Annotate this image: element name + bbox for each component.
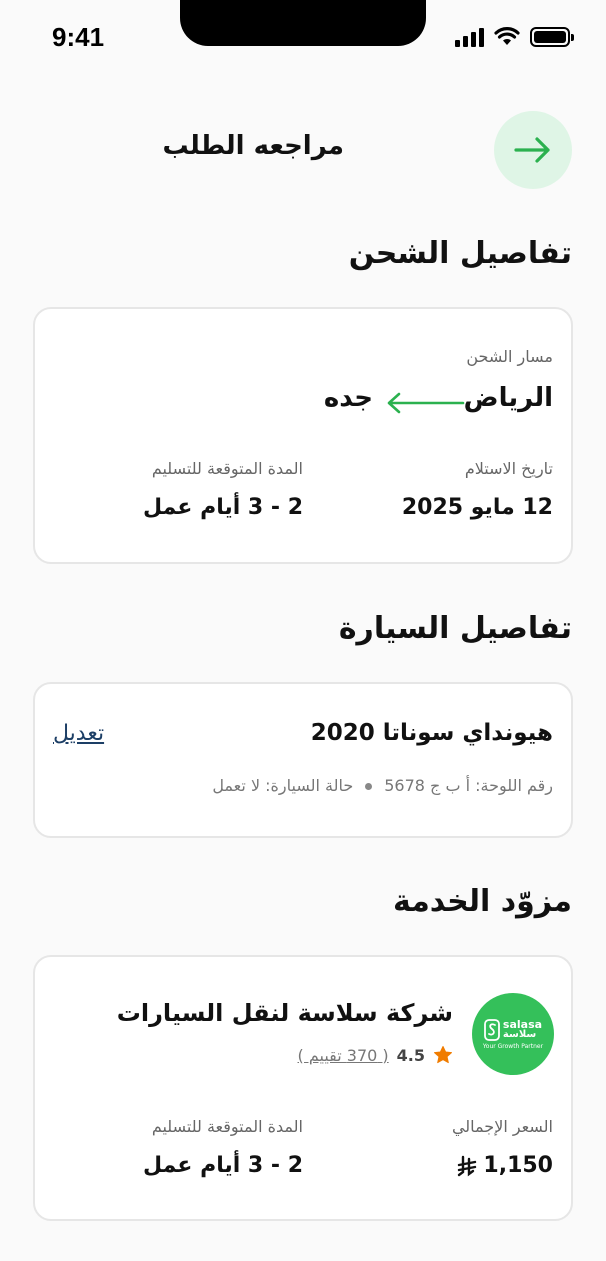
price <box>457 1153 553 1178</box>
price-value: 1,150 <box>483 1153 553 1178</box>
provider-section-title: مزوّد الخدمة <box>393 884 572 919</box>
car-name: هيونداي سوناتا 2020 <box>310 720 553 746</box>
provider-card <box>33 955 573 1221</box>
rating-value: 4.5 <box>396 1045 425 1065</box>
salasa-logo-icon <box>484 1019 500 1041</box>
device-notch <box>180 0 426 46</box>
pickup-date-label: تاريخ الاستلام <box>464 459 553 478</box>
reviews-count[interactable]: ( 370 تقييم ) <box>297 1045 389 1065</box>
provider-rating <box>298 1045 453 1065</box>
logo-text-en: salasa <box>502 1018 543 1031</box>
pickup-date-value: 12 مايو 2025 <box>401 495 553 520</box>
status-time: 9:41 <box>52 22 105 52</box>
back-button[interactable] <box>494 111 572 189</box>
route-to-city: جده <box>323 383 373 413</box>
shipping-card <box>33 307 573 564</box>
shipping-section-title: تفاصيل الشحن <box>348 236 572 271</box>
riyal-icon <box>457 1155 477 1177</box>
arrow-left-icon <box>385 391 467 415</box>
provider-duration-label: المدة المتوقعة للتسليم <box>151 1117 303 1136</box>
route-from-city: الرياض <box>463 383 553 413</box>
provider-duration-value: 2 - 3 أيام عمل <box>143 1153 303 1178</box>
provider-name: شركة سلاسة لنقل السيارات <box>116 999 453 1027</box>
car-meta <box>212 776 553 795</box>
separator-dot <box>365 783 372 790</box>
logo-tagline: Your Growth Partner <box>482 1042 544 1050</box>
arrow-right-icon <box>513 136 553 164</box>
wifi-icon <box>494 27 520 47</box>
car-section-title: تفاصيل السيارة <box>338 611 572 646</box>
car-card <box>33 682 573 838</box>
car-plate: رقم اللوحة: أ ب ج 5678 <box>384 776 553 795</box>
battery-icon <box>530 27 570 47</box>
edit-car-link[interactable]: تعديل <box>53 721 105 746</box>
signal-icon <box>455 27 484 47</box>
page-title: مراجعه الطلب <box>162 131 344 161</box>
route-label: مسار الشحن <box>466 347 553 366</box>
price-label: السعر الإجمالي <box>451 1117 553 1136</box>
status-bar <box>0 0 606 80</box>
star-icon <box>433 1045 453 1065</box>
car-status: حالة السيارة: لا تعمل <box>212 776 354 795</box>
logo-text-ar: سلاسة <box>502 1029 537 1040</box>
delivery-duration-value: 2 - 3 أيام عمل <box>143 495 303 520</box>
delivery-duration-label: المدة المتوقعة للتسليم <box>151 459 303 478</box>
status-icons <box>455 27 570 47</box>
provider-logo <box>472 993 554 1075</box>
